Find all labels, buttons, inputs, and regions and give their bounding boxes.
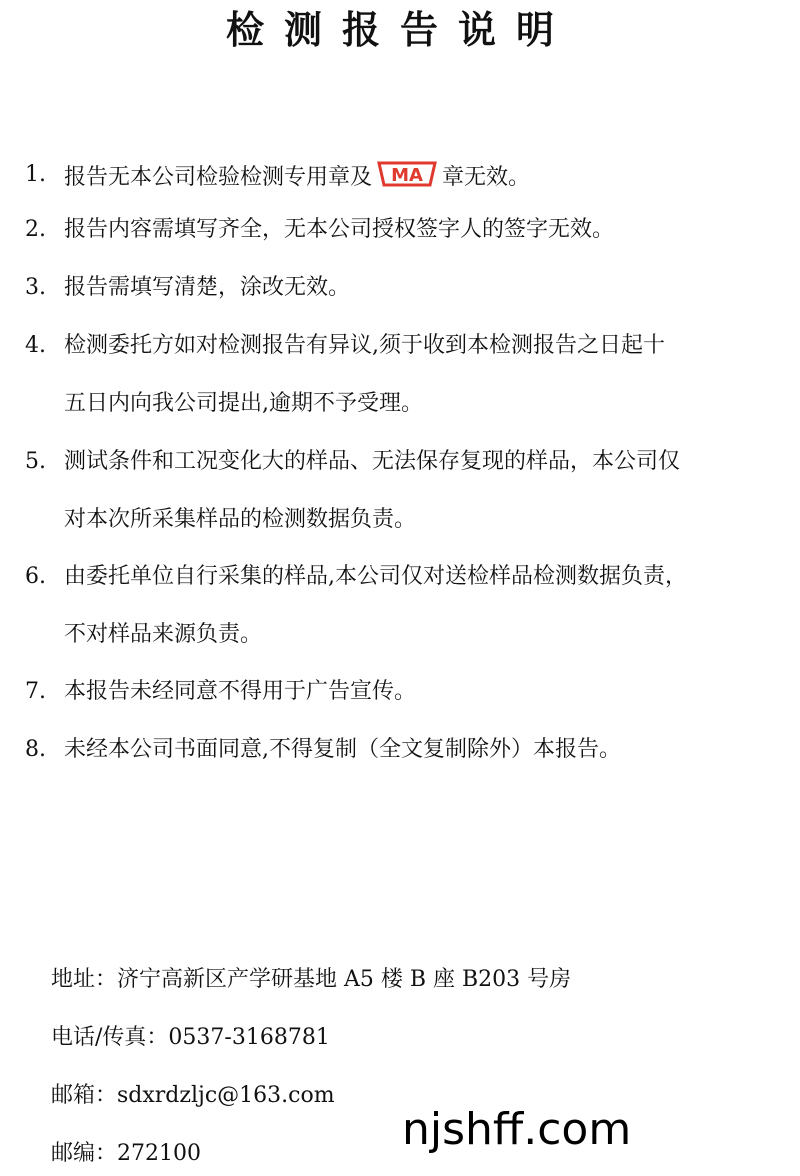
item-number: 4. [25,333,46,358]
item-text: 由委托单位自行采集的样品,本公司仅对送检样品检测数据负责， [64,564,687,589]
footer-email: 邮箱：sdxrdzljc@163.com [51,1083,335,1108]
item-number: 5. [25,449,46,474]
item-text: 检测委托方如对检测报告有异议,须于收到本检测报告之日起十 [64,333,665,358]
footer-postcode: 邮编：272100 [51,1141,201,1166]
item-text: 报告需填写清楚，涂改无效。 [64,275,351,300]
item-number: 7. [25,679,46,704]
item-number: 8. [25,737,46,762]
item-number: 2. [25,217,46,242]
cma-logo-icon [375,160,439,188]
item-text: 本报告未经同意不得用于广告宣传。 [64,679,417,704]
item-text-continued: 对本次所采集样品的检测数据负责。 [64,507,417,532]
item-number: 3. [25,275,46,300]
item-text: 测试条件和工况变化大的样品、无法保存复现的样品，本公司仅 [64,449,681,474]
item-number: 1. [25,162,46,187]
item-text-part: 章无效。 [442,165,531,190]
svg-text:MA: MA [391,165,423,186]
item-text: 报告内容需填写齐全，无本公司授权签字人的签字无效。 [64,217,615,242]
watermark: njshff.com [402,1104,632,1155]
item-number: 6. [25,564,46,589]
item-text-continued: 不对样品来源负责。 [64,622,263,647]
item-text-part: 报告无本公司检验检测专用章及 [64,165,373,190]
page-title: 检测报告说明 [225,8,574,52]
footer-phone: 电话/传真：0537-3168781 [51,1025,330,1050]
item-text: 未经本公司书面同意,不得复制（全文复制除外）本报告。 [64,737,621,762]
footer-address: 地址：济宁高新区产学研基地 A5 楼 B 座 B203 号房 [51,967,572,992]
item-text-continued: 五日内向我公司提出,逾期不予受理。 [64,391,423,416]
item-text [64,160,530,193]
